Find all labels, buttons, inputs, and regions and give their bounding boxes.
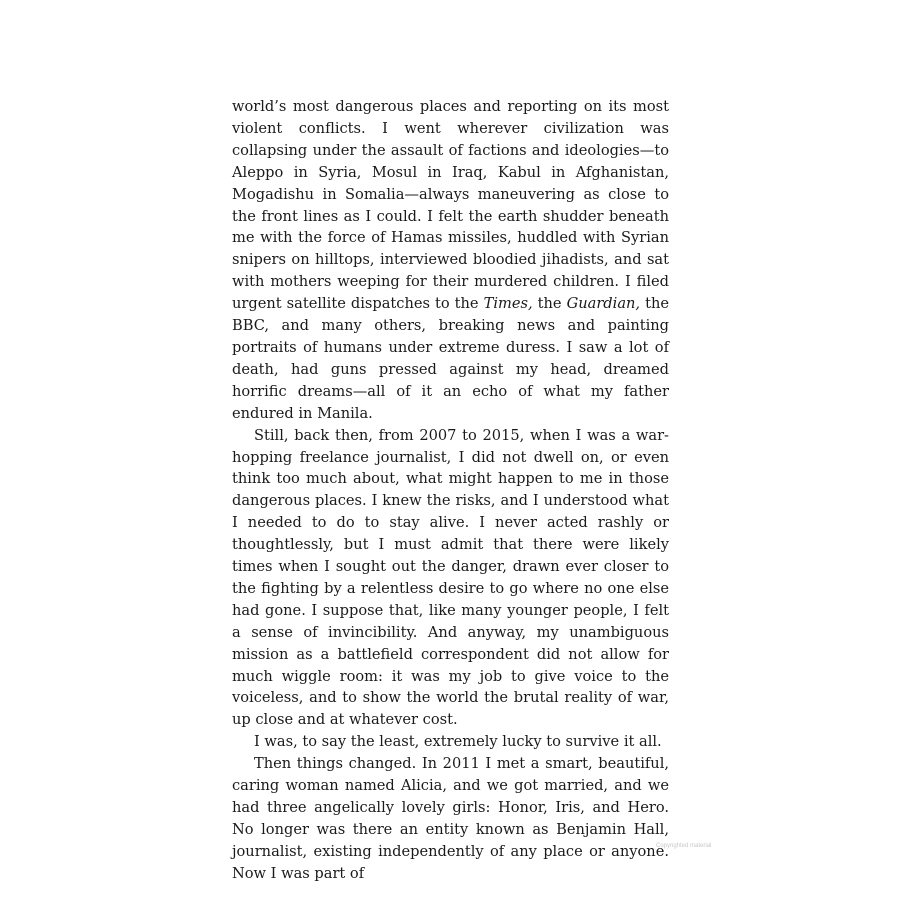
paragraph-4: Then things changed. In 2011 I met a smart, beautiful, caring woman named Alicia, and we got married, and we had three angelically lovely girls: Honor, Iris, and Hero. No longer was there an entity known as Benjamin Hall, journalist, existing independently of any place or anyone. Now I was part of bbox=[232, 755, 669, 882]
italic-title-times: Times, bbox=[483, 295, 533, 313]
paragraph-1-segment: world’s most dangerous places and reporting on its most violent conflicts. I went wherever civilization was collapsing under the assault of factions and ideologies—to Aleppo in Syria, Mosul in Iraq, Kabul in Afghanistan, Mogadishu in Somalia—always maneuvering as close to the front lines as I could. I felt the earth shudder beneath me with the force of Hamas missiles, huddled with Syrian snipers on hilltops, interviewed bloodied jihadists, and sat with mothers weeping for their murdered children. I filed urgent satellite dispatches to the bbox=[232, 98, 669, 313]
body-text bbox=[232, 96, 669, 885]
paragraph-1-segment: the BBC, and many others, breaking news and painting portraits of humans under extreme duress. I saw a lot of death, had guns pressed against my head, dreamed horrific dreams—all of it an echo of what my father endured in Manila. bbox=[232, 295, 669, 422]
paragraph-3: I was, to say the least, extremely lucky to survive it all. bbox=[254, 733, 662, 751]
paragraph-1-segment: the bbox=[532, 295, 567, 313]
paragraph-2: Still, back then, from 2007 to 2015, when I was a war-hopping freelance journalist, I did not dwell on, or even think too much about, what might happen to me in those dangerous places. I knew the risks, and I understood what I needed to do to stay alive. I never acted rashly or thoughtlessly, but I must admit that there were likely times when I sought out the danger, drawn ever closer to the fighting by a relentless desire to go where no one else had gone. I suppose that, like many younger people, I felt a sense of invincibility. And anyway, my unambiguous mission as a battlefield correspondent did not allow for much wiggle room: it was my job to give voice to the voiceless, and to show the world the brutal reality of war, up close and at whatever cost. bbox=[232, 426, 669, 729]
italic-title-guardian: Guardian, bbox=[566, 295, 641, 313]
paragraph-1 bbox=[232, 96, 669, 425]
copyright-watermark: Copyrighted material bbox=[656, 843, 712, 849]
